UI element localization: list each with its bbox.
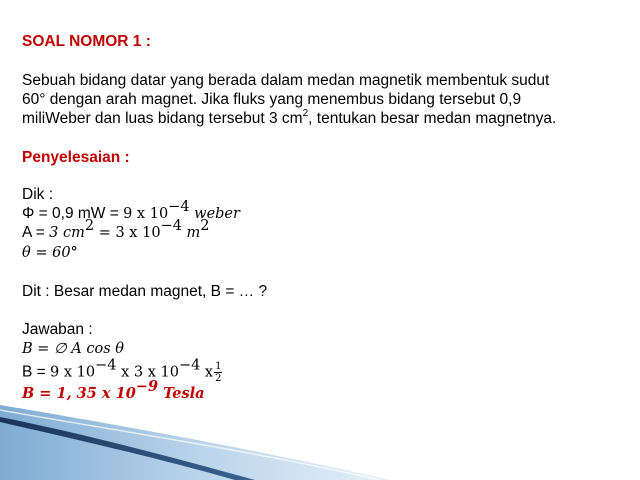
subst-prefix: B = <box>22 363 51 381</box>
area-exponent: 2 <box>84 218 95 234</box>
known-area <box>22 218 210 242</box>
answer-label: Jawaban : <box>22 321 93 338</box>
result-exponent: −9 <box>135 378 159 395</box>
result-unit: Tesla <box>158 385 205 402</box>
flux-exponent: −4 <box>168 199 190 215</box>
fraction-numerator: 1 <box>215 361 222 372</box>
problem-text-part: miliWeber dan luas bidang tersebut 3 cm <box>22 110 303 127</box>
problem-text-line-3 <box>22 110 556 128</box>
result-line <box>22 378 205 403</box>
flux-prefix: Φ = 0,9 mW = <box>22 205 124 222</box>
problem-text-part: , tentukan besar medan magnetnya. <box>308 110 557 127</box>
flux-unit: weber <box>189 206 240 222</box>
known-angle <box>22 244 78 262</box>
area-exponent: 2 <box>200 218 210 234</box>
subst-exponent: −4 <box>95 357 117 374</box>
area-exponent: −4 <box>160 218 182 234</box>
formula: B = ∅ A cos θ <box>22 341 124 357</box>
known-label: Dik : <box>22 186 53 203</box>
subst-exponent: −4 <box>178 357 201 374</box>
substitution-line <box>22 357 222 384</box>
problem-title: SOAL NOMOR 1 : <box>22 33 151 50</box>
problem-text-line-2: 60° dengan arah magnet. Jika fluks yang menembus bidang tersebut 0,9 <box>22 91 522 108</box>
area-converted: = 3 x 10 <box>94 225 161 241</box>
subst-part: x 3 x 10 <box>116 364 179 381</box>
fraction <box>214 361 222 384</box>
formula-line <box>22 340 124 358</box>
asked-text: Dit : Besar medan magnet, B = … ? <box>22 283 268 300</box>
fraction-denominator: 2 <box>215 373 222 384</box>
flux-value: 9 x 10 <box>123 206 169 222</box>
solution-heading: Penyelesaian : <box>22 149 130 166</box>
superscript: 2 <box>302 108 309 119</box>
angle-value: θ = 60° <box>22 245 78 261</box>
result-value: B = 1, 35 x 10 <box>22 385 136 402</box>
subst-part: x <box>200 364 214 381</box>
subst-part: 9 x 10 <box>50 364 96 381</box>
problem-text-line-1: Sebuah bidang datar yang berada dalam medan magnetik membentuk sudut <box>22 72 550 89</box>
area-value: 3 cm <box>49 225 85 241</box>
area-prefix: A = <box>22 224 50 241</box>
area-unit: m <box>181 225 201 241</box>
